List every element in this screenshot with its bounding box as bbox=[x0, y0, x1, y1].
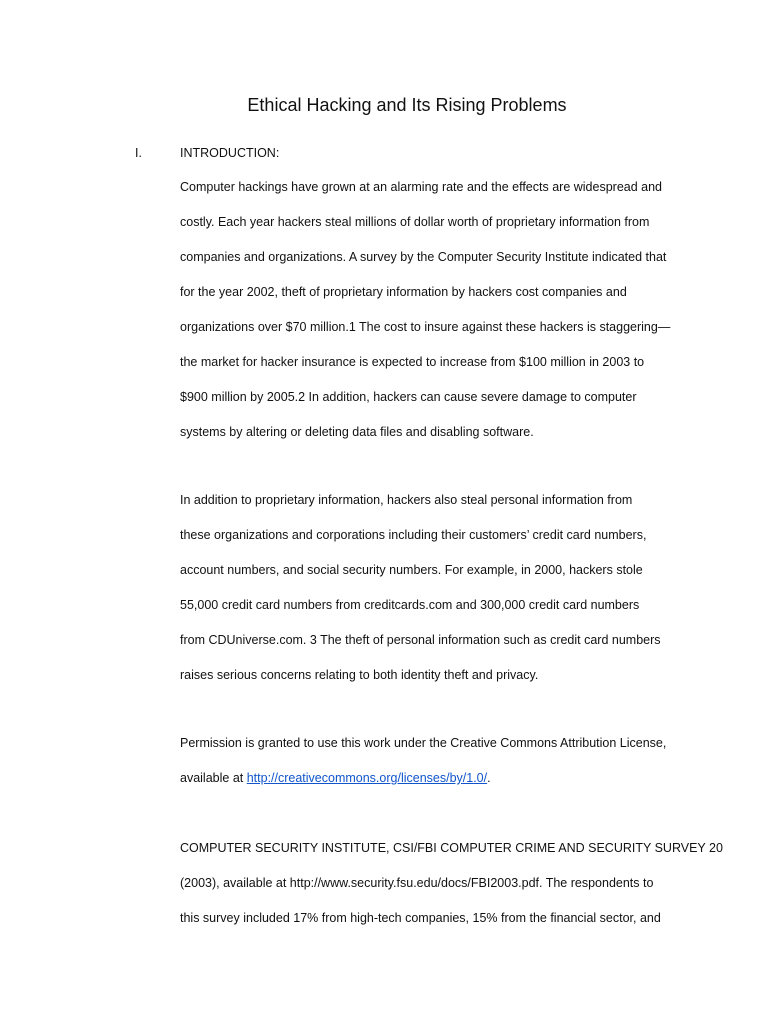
section-number: I. bbox=[135, 146, 142, 160]
paragraph-line: these organizations and corporations including their customers’ credit card numbers, bbox=[180, 528, 647, 542]
paragraph-line: 55,000 credit card numbers from creditcards.com and 300,000 credit card numbers bbox=[180, 598, 640, 612]
footnote-line: (2003), available at http://www.security.fsu.edu/docs/FBI2003.pdf. The respondents to bbox=[180, 876, 654, 890]
license-paragraph bbox=[180, 735, 700, 786]
footnote-line: this survey included 17% from high-tech companies, 15% from the financial sector, and bbox=[180, 911, 661, 925]
section-heading: INTRODUCTION: bbox=[180, 146, 280, 160]
paragraph-line: $900 million by 2005.2 In addition, hackers can cause severe damage to computer bbox=[180, 390, 637, 404]
license-link[interactable]: http://creativecommons.org/licenses/by/1.0/ bbox=[246, 771, 488, 785]
paragraph-line: companies and organizations. A survey by the Computer Security Institute indicated that bbox=[180, 250, 667, 264]
paragraph-2 bbox=[180, 492, 700, 683]
license-prefix: available at bbox=[180, 771, 247, 785]
paragraph-line: In addition to proprietary information, hackers also steal personal information from bbox=[180, 493, 633, 507]
document-title: Ethical Hacking and Its Rising Problems bbox=[247, 95, 567, 115]
paragraph-line: account numbers, and social security numbers. For example, in 2000, hackers stole bbox=[180, 563, 643, 577]
footnote-paragraph bbox=[180, 840, 723, 926]
license-suffix: . bbox=[487, 771, 491, 785]
paragraph-line: organizations over $70 million.1 The cost to insure against these hackers is staggering— bbox=[180, 320, 671, 334]
license-link-line bbox=[180, 770, 700, 786]
paragraph-1 bbox=[180, 179, 700, 440]
license-line: Permission is granted to use this work under the Creative Commons Attribution License, bbox=[180, 736, 667, 750]
footnote-line: COMPUTER SECURITY INSTITUTE, CSI/FBI COMPUTER CRIME AND SECURITY SURVEY 20 bbox=[180, 841, 723, 855]
paragraph-line: raises serious concerns relating to both identity theft and privacy. bbox=[180, 668, 539, 682]
paragraph-line: the market for hacker insurance is expected to increase from $100 million in 2003 to bbox=[180, 355, 645, 369]
paragraph-line: from CDUniverse.com. 3 The theft of personal information such as credit card numbers bbox=[180, 633, 661, 647]
paragraph-line: systems by altering or deleting data files and disabling software. bbox=[180, 425, 534, 439]
paragraph-line: Computer hackings have grown at an alarming rate and the effects are widespread and bbox=[180, 180, 663, 194]
paragraph-line: for the year 2002, theft of proprietary information by hackers cost companies and bbox=[180, 285, 627, 299]
paragraph-line: costly. Each year hackers steal millions of dollar worth of proprietary information from bbox=[180, 215, 650, 229]
